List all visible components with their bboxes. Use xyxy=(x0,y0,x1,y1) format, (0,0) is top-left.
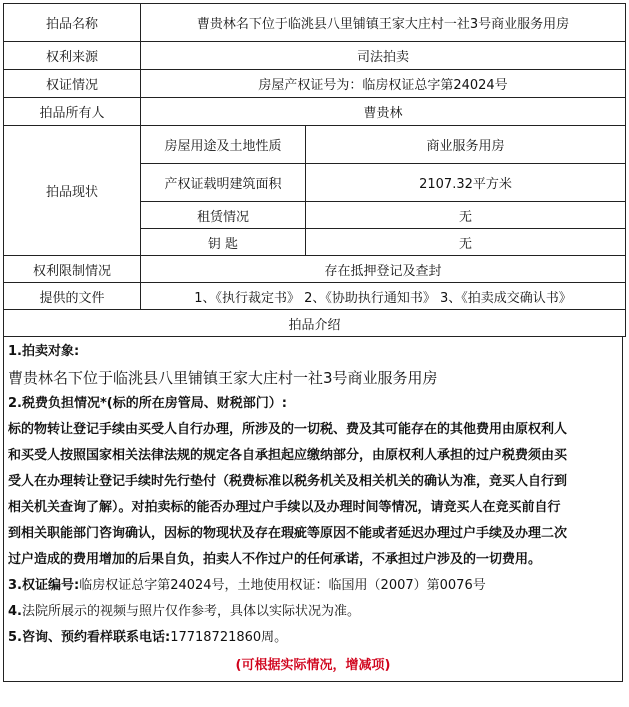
intro-s5 xyxy=(8,625,618,651)
intro-s3 xyxy=(8,573,618,599)
intro-s3-text: 临房权证总字第24024号，土地使用权证：临国用（2007）第0076号 xyxy=(79,578,486,593)
intro-s5-title: 5.咨询、预约看样联系电话: xyxy=(8,630,171,645)
row-rights-source xyxy=(4,42,626,70)
intro-s2-line: 标的物转让登记手续由买受人自行办理，所涉及的一切税、费及其可能存在的其他费用由原权利人 xyxy=(8,422,568,437)
intro-s3-title: 3.权证编号: xyxy=(8,578,80,593)
cert-label: 权证情况 xyxy=(4,70,141,98)
status-key-label: 钥 匙 xyxy=(141,229,306,256)
owner-value: 曹贵林 xyxy=(141,98,626,126)
intro-s2-title: 2.税费负担情况*(标的所在房管局、财税部门）: xyxy=(8,396,287,411)
intro-s2-line: 过户造成的费用增加的后果自负，拍卖人不作过户的任何承诺，不承担过户涉及的一切费用。 xyxy=(8,552,542,567)
intro-s1-text: 曹贵林名下位于临洮县八里铺镇王家大庄村一社3号商业服务用房 xyxy=(8,369,438,387)
item-name-value: 曹贵林名下位于临洮县八里铺镇王家大庄村一社3号商业服务用房 xyxy=(141,4,626,42)
rights-limit-value: 存在抵押登记及查封 xyxy=(141,256,626,283)
intro-s4 xyxy=(8,599,618,625)
intro-s5-text: 17718721860周。 xyxy=(170,630,288,645)
intro-s2-line: 和买受人按照国家相关法律法规的规定各自承担起应缴纳部分，由原权利人承担的过户税费须由买 xyxy=(8,448,568,463)
rights-source-value: 司法拍卖 xyxy=(141,42,626,70)
status-area-value: 2107.32平方米 xyxy=(306,164,626,202)
row-intro-header xyxy=(4,310,626,337)
documents-label: 提供的文件 xyxy=(4,283,141,310)
cert-value: 房屋产权证号为：临房权证总字第24024号 xyxy=(141,70,626,98)
intro-note: (可根据实际情况，增减项) xyxy=(235,658,391,673)
intro-s2-line: 受人在办理转让登记手续时先行垫付（税费标准以税务机关及相关机关的确认为准，竞买人自行到 xyxy=(8,474,568,489)
row-item-name xyxy=(4,4,626,42)
status-area-label: 产权证载明建筑面积 xyxy=(141,164,306,202)
owner-label: 拍品所有人 xyxy=(4,98,141,126)
item-name-label: 拍品名称 xyxy=(4,4,141,42)
status-lease-label: 租赁情况 xyxy=(141,202,306,229)
row-rights-limit xyxy=(4,256,626,283)
intro-s1-title: 1.拍卖对象: xyxy=(8,344,80,359)
auction-table xyxy=(3,3,626,337)
intro-s2-paragraph xyxy=(8,417,618,573)
intro-section xyxy=(3,337,623,682)
row-status-usage xyxy=(4,126,626,164)
status-lease-value: 无 xyxy=(306,202,626,229)
auction-info xyxy=(3,3,625,682)
row-owner xyxy=(4,98,626,126)
status-label: 拍品现状 xyxy=(4,126,141,256)
status-key-value: 无 xyxy=(306,229,626,256)
documents-value: 1、《执行裁定书》 2、《协助执行通知书》 3、《拍卖成交确认书》 xyxy=(141,283,626,310)
rights-limit-label: 权利限制情况 xyxy=(4,256,141,283)
row-documents xyxy=(4,283,626,310)
intro-s2-line: 相关机关查询了解）。对拍卖标的能否办理过户手续以及办理时间等情况，请竞买人在竞买前自行 xyxy=(8,500,561,515)
status-usage-value: 商业服务用房 xyxy=(306,126,626,164)
intro-s2-line: 到相关职能部门咨询确认，因标的物现状及存在瑕疵等原因不能或者延迟办理过户手续及办理二次 xyxy=(8,526,568,541)
row-cert xyxy=(4,70,626,98)
rights-source-label: 权利来源 xyxy=(4,42,141,70)
intro-header: 拍品介绍 xyxy=(4,310,626,337)
intro-s4-title: 4. xyxy=(8,604,22,619)
status-usage-label: 房屋用途及土地性质 xyxy=(141,126,306,164)
intro-s4-text: 法院所展示的视频与照片仅作参考，具体以实际状况为准。 xyxy=(21,604,360,619)
